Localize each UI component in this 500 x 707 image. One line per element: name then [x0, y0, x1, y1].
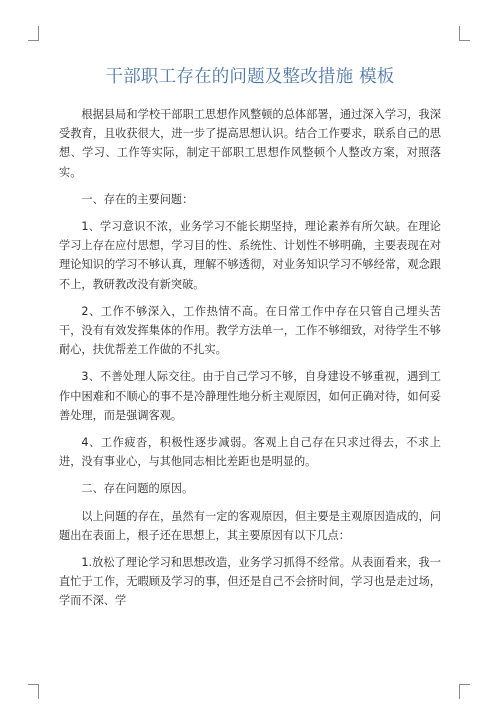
crop-mark-top-right — [459, 26, 470, 41]
paragraph-problem-4: 4、工作疲沓，积极性逐步减弱。客观上自己存在只求过得去，不求上进，没有事业心，与其他同志相比差距也是明显的。 — [59, 436, 441, 469]
heading-causes: 二、存在问题的原因。 — [81, 482, 194, 496]
document-title: 干部职工存在的问题及整改措施 模板 — [105, 67, 395, 87]
paragraph-problem-3: 3、不善处理人际交往。由于自己学习不够，自身建设不够重视，遇到工作中困难和不顺心的事不是冷静理性地分析主观原因，如何正确对待，如何妥善处理，而是强调客观。 — [59, 370, 441, 422]
crop-mark-top-left — [28, 26, 39, 41]
paragraph-problem-1: 1、学习意识不浓，业务学习不能长期坚持，理论素养有所欠缺。在理论学习上存在应付思想，学习目的性、系统性、计划性不够明确，主要表现在对理论知识的学习不够认真，理解不够透彻，对业务知识学习不够经常，观念跟不上，教研教改没有新突破。 — [59, 220, 441, 291]
paragraph-intro: 根据县局和学校干部职工思想作风整顿的总体部署，通过深入学习，我深受教育，且收获很大，进一步了提高思想认识。结合工作要求，联系自己的思想、学习、工作等实际，制定干部职工思想作风整顿个人整改方案，对照落实。 — [59, 108, 441, 179]
paragraph-cause-1: 1.放松了理论学习和思想改造，业务学习抓得不经常。从表面看来，我一直忙于工作，无暇顾及学习的事，但还是自己不会挤时间，学习也是走过场，学而不深、学 — [59, 556, 441, 608]
paragraph-problem-2: 2、工作不够深入，工作热情不高。在日常工作中存在只管自己埋头苦干，没有有效发挥集体的作用。教学方法单一，工作不够细致，对待学生不够耐心，扶优帮差工作做的不扎实。 — [59, 304, 441, 357]
paragraph-causes-intro: 以上问题的存在，虽然有一定的客观原因，但主要是主观原因造成的，问题出在表面上，根子还在思想上，其主要原因有以下几点： — [59, 509, 441, 542]
heading-main-problems: 一、存在的主要问题： — [81, 192, 194, 206]
crop-mark-bottom-left — [28, 684, 39, 699]
document-body — [59, 105, 441, 619]
crop-mark-bottom-right — [459, 684, 470, 699]
